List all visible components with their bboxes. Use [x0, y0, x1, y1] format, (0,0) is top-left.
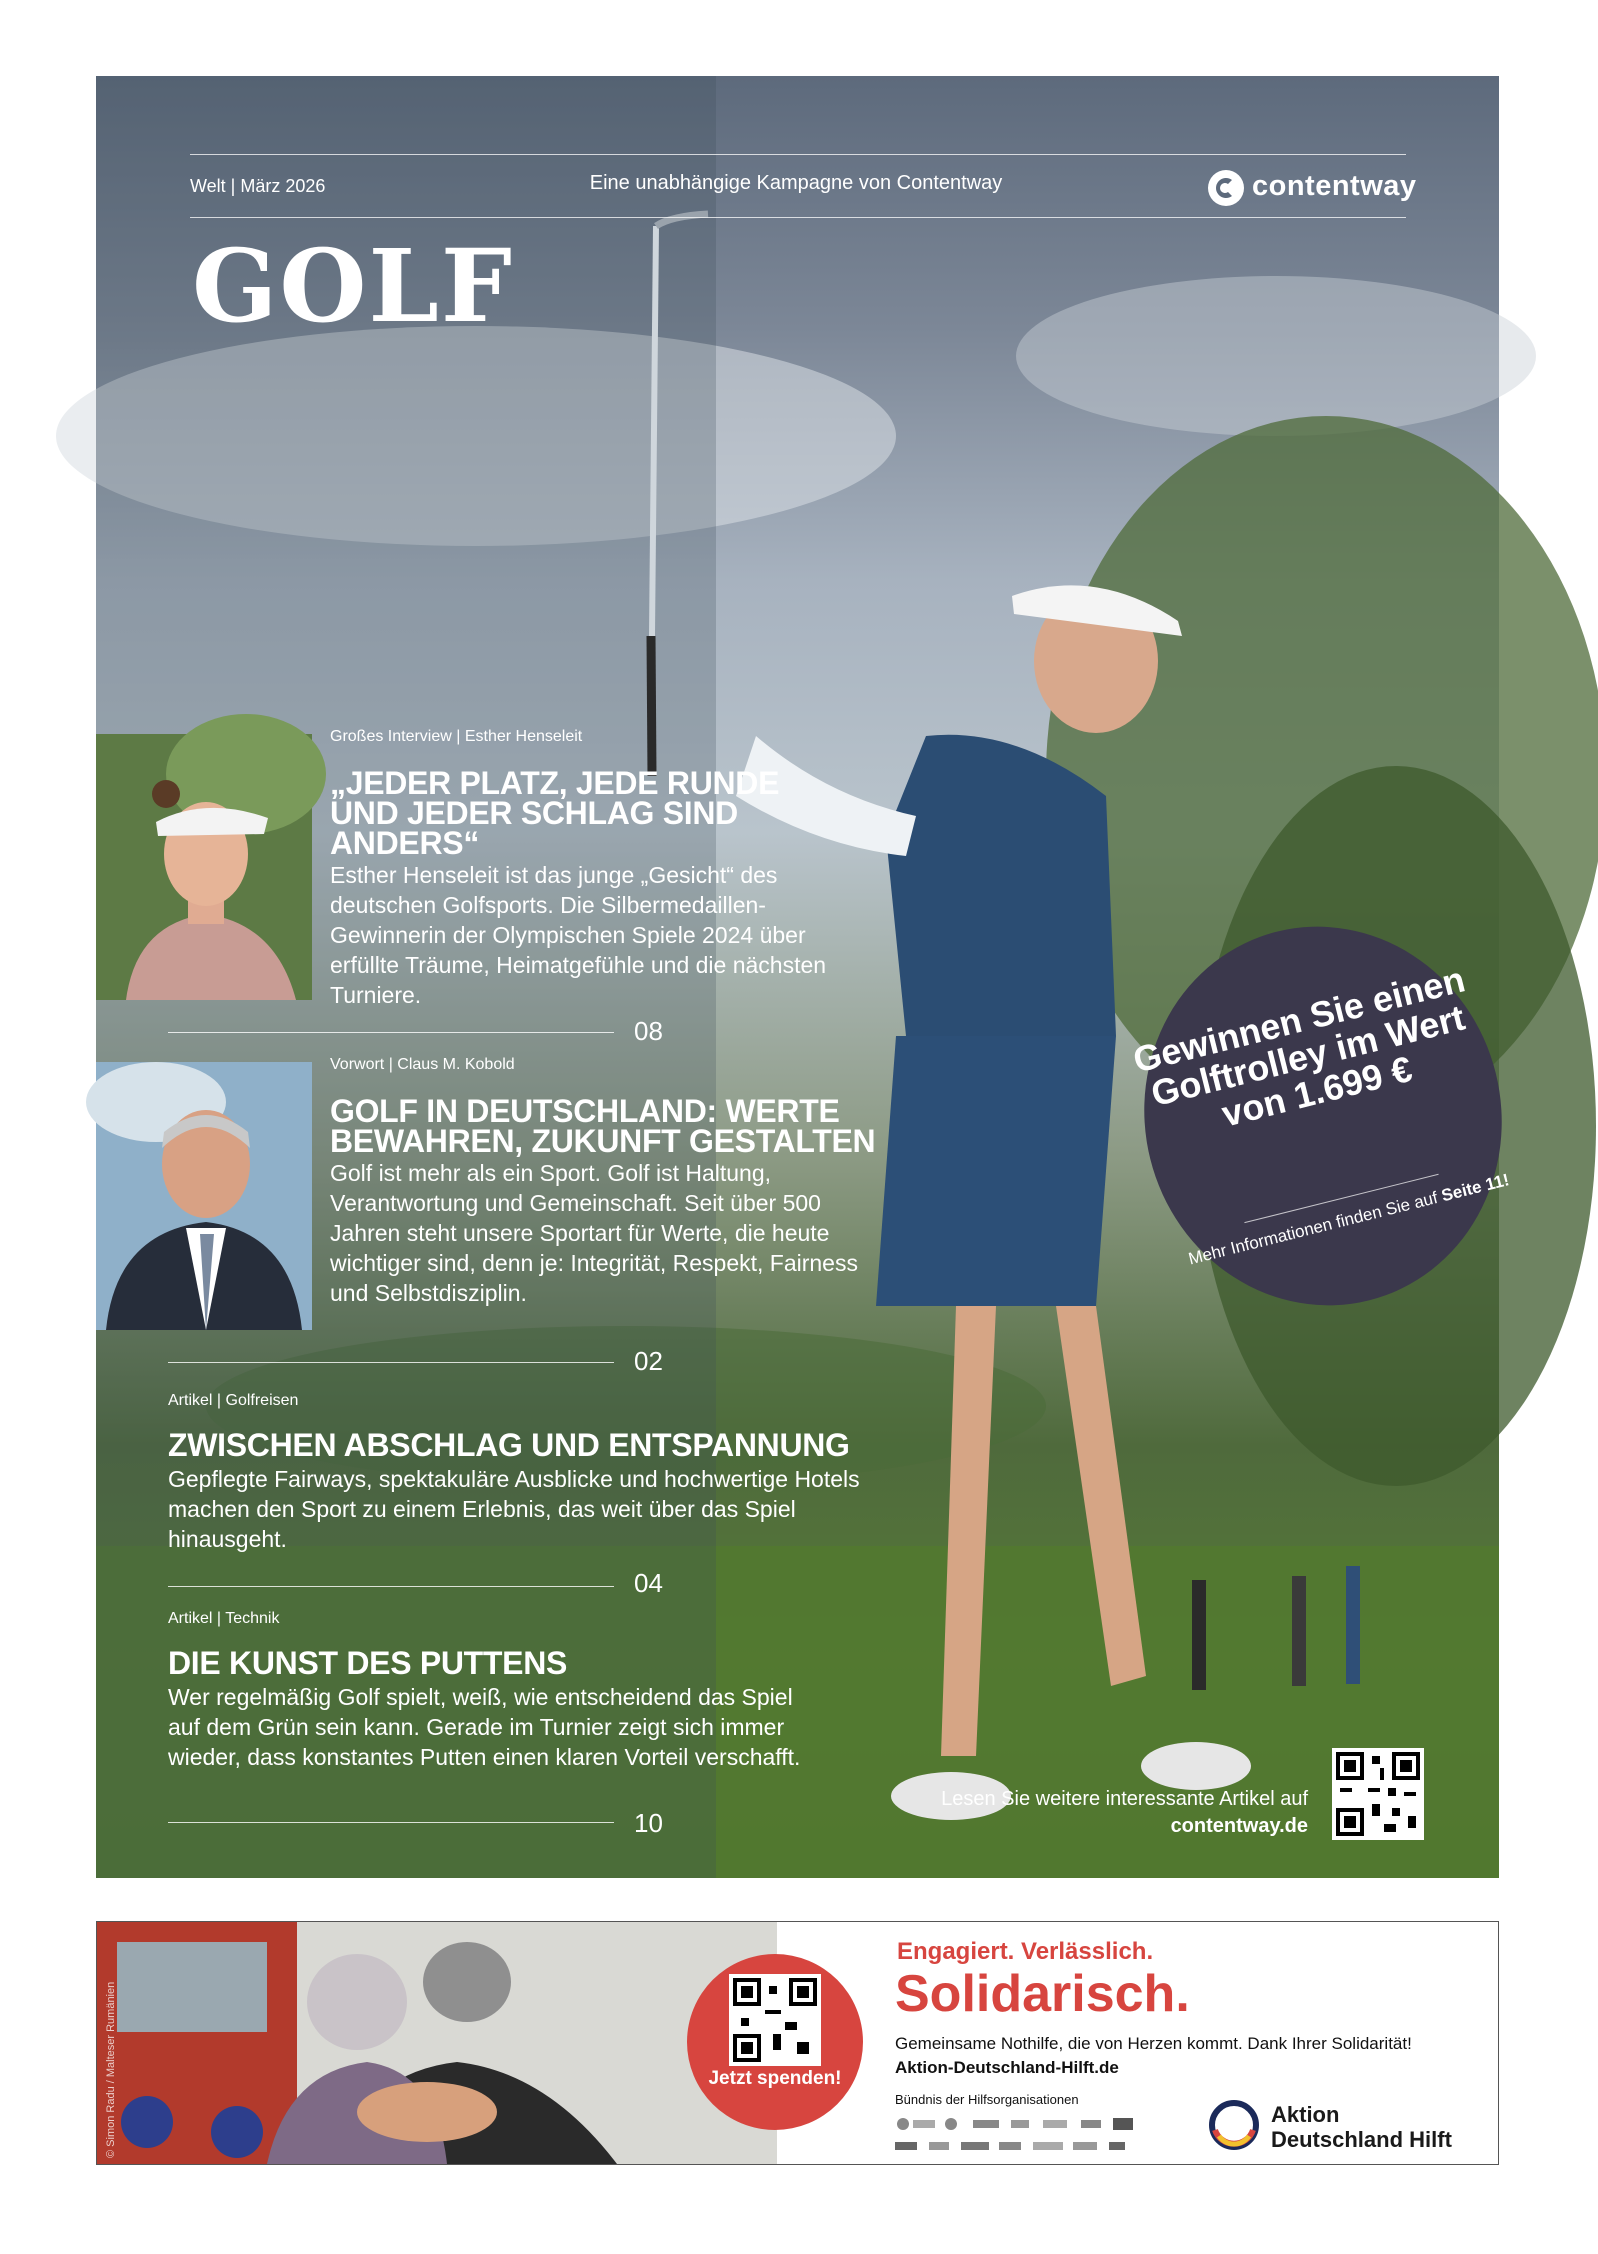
partner-logos-icon — [895, 2112, 1155, 2158]
donate-badge[interactable] — [687, 1954, 863, 2130]
article-3-teaser: Gepflegte Fairways, spektakuläre Ausblicke und hochwertige Hotels machen den Sport zu einem Erlebnis, das weit über das Spiel hinausgeht. — [168, 1466, 860, 1552]
donate-qr-icon[interactable] — [729, 1974, 821, 2066]
article-1-rule — [168, 1032, 614, 1033]
more-articles — [936, 1786, 1308, 1840]
claus-kobold-photo — [96, 1062, 312, 1330]
article-4-rule — [168, 1822, 614, 1823]
org-name-line2: Deutschland Hilft — [1271, 2127, 1452, 2152]
esther-henseleit-photo — [96, 734, 312, 1000]
org-name-line1: Aktion — [1271, 2102, 1340, 2127]
article-2-headline[interactable]: GOLF IN DEUTSCHLAND: WERTE BEWAHREN, ZUKUNFT GESTALTEN — [330, 1093, 876, 1159]
qr-code-icon[interactable] — [1332, 1748, 1424, 1840]
article-1-kicker: Großes Interview | Esther Henseleit — [330, 728, 583, 745]
article-1-page: 08 — [634, 1016, 663, 1046]
header-top-rule — [190, 154, 1406, 155]
qr-pattern — [1332, 1748, 1424, 1840]
ad-url[interactable]: Aktion-Deutschland-Hilft.de — [895, 2058, 1119, 2077]
ad-alliance-label: Bündnis der Hilfsorganisationen — [895, 2092, 1079, 2107]
promo-info-page: Seite 11! — [1439, 1170, 1512, 1206]
foreword-thumbnail[interactable] — [96, 1062, 312, 1330]
article-3-headline[interactable]: ZWISCHEN ABSCHLAG UND ENTSPANNUNG — [168, 1427, 850, 1463]
brand-name: contentway — [1252, 170, 1417, 202]
contentway-brand[interactable] — [1206, 166, 1417, 210]
article-2-page: 02 — [634, 1346, 663, 1376]
article-1-headline[interactable]: „JEDER PLATZ, JEDE RUNDE UND JEDER SCHLAG SIND ANDERS“ — [330, 765, 780, 861]
campaign-label: Eine unabhängige Kampagne von Contentway — [589, 172, 1003, 194]
ad-message: Gemeinsame Nothilfe, die von Herzen kommt. Dank Ihrer Solidarität! — [895, 2034, 1412, 2053]
article-2-rule — [168, 1362, 614, 1363]
promo-headline: Gewinnen Sie einen Golftrolley im Wert von 1.699 € — [1128, 958, 1469, 1135]
edition-label: Welt | März 2026 — [190, 176, 326, 196]
aktion-deutschland-hilft-logo-icon — [1209, 2100, 1259, 2150]
article-4-page: 10 — [634, 1808, 663, 1838]
article-1-teaser: Esther Henseleit ist das junge „Gesicht“ des deutschen Golfsports. Die Silbermedaillen-Gewinnerin der Olympischen Spiele 2024 über erfüllte Träume, Heimatgefühle und die nächsten Turniere. — [330, 862, 827, 1008]
article-3-rule — [168, 1586, 614, 1587]
article-3-kicker: Artikel | Golfreisen — [168, 1392, 299, 1409]
ad-kicker: Engagiert. Verlässlich. — [897, 1938, 1154, 1965]
article-2-teaser: Golf ist mehr als ein Sport. Golf ist Haltung, Verantwortung und Gemeinschaft. Seit über 500 Jahren steht unsere Sportart für Werte, die heute wichtiger sind, denn je: Integrität, Respekt, Fairness und Selbstdisziplin. — [330, 1160, 858, 1306]
donate-label: Jetzt spenden! — [708, 2068, 842, 2089]
promo-info-text: Mehr Informationen finden Sie auf — [1186, 1188, 1440, 1269]
magazine-title: GOLF — [192, 227, 514, 345]
article-2-kicker: Vorwort | Claus M. Kobold — [330, 1056, 515, 1073]
ad-photo — [97, 1922, 777, 2164]
article-4-headline[interactable]: DIE KUNST DES PUTTENS — [168, 1645, 568, 1681]
header-bottom-rule — [190, 217, 1406, 218]
more-articles-text: Lesen Sie weitere interessante Artikel auf — [941, 1788, 1308, 1810]
article-4-teaser: Wer regelmäßig Golf spielt, weiß, wie entscheidend das Spiel auf dem Grün sein kann. Gerade im Turnier zeigt sich immer wieder, dass konstantes Putten einen klaren Vorteil verschafft. — [168, 1684, 801, 1770]
cover — [96, 76, 1512, 1878]
charity-ad[interactable] — [96, 1921, 1499, 2165]
interview-thumbnail[interactable] — [96, 734, 312, 1000]
article-3-page: 04 — [634, 1568, 663, 1598]
donate-qr-pattern — [729, 1974, 821, 2066]
article-4-kicker: Artikel | Technik — [168, 1610, 280, 1627]
contentway-logo-icon — [1206, 168, 1246, 208]
ad-title: Solidarisch. — [895, 1965, 1190, 2023]
aktion-deutschland-hilft-name — [1271, 2102, 1452, 2152]
ad-photo-credit: © Simon Radu / Malteser Rumänien — [105, 1981, 117, 2158]
more-articles-url[interactable]: contentway.de — [1170, 1815, 1308, 1837]
